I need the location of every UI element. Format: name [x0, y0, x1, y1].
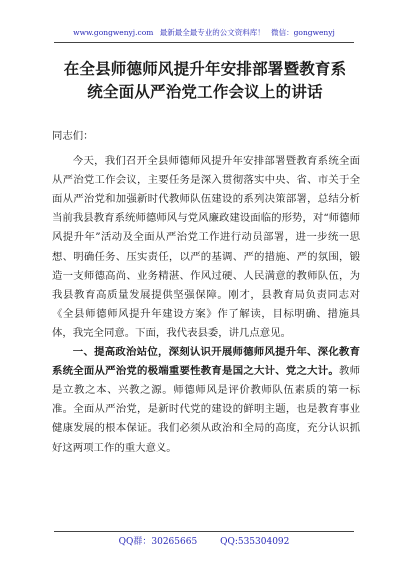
header-website[interactable]: www.gongwenyj.com — [73, 28, 154, 37]
document-title — [40, 58, 370, 104]
footer-divider — [54, 531, 354, 532]
paragraph-2: 教师是立教之本、兴教之源。师德师风是评价教师队伍素质的第一标准。全面从严治党，是新时代党的建设的鲜明主题，也是教育事业健康发展的根本保证。我们必须从政治和全局的高度，充分认识抓好这两项工作的重大意义。 — [52, 365, 361, 454]
footer-qq-group: QQ群：30265665 — [118, 537, 198, 547]
paragraph-1: 今天，我们召开全县师德师风提升年安排部署暨教育系统全面从严治党工作会议，主要任务是深入贯彻落实中央、省、市关于全面从严治党和加强新时代教师队伍建设的系列决策部署，总结分析当前我县教育系统师德师风与党风廉政建设面临的形势，对“师德师风提升年”活动及全面从严治党工作进行动员部署，进一步统一思想、明确任务、压实责任，以严的基调、严的措施、严的氛围，锻造一支师德高尚、业务精湛、作风过硬、人民满意的教师队伍，为我县教育高质量发展提供坚强保障。刚才，县教育局负责同志对《全县师德师风提升年建设方案》作了解读，目标明确、措施具体，我完全同意。下面，我代表县委，讲几点意见。 — [52, 155, 360, 339]
header-slogan: 最新最全最专业的公文资料库！ — [159, 28, 265, 37]
section-1-paragraph — [52, 343, 360, 458]
document-body — [52, 127, 360, 458]
title-line-2: 统全面从严治党工作会议上的讲话 — [87, 83, 323, 101]
page-footer — [0, 534, 408, 547]
title-line-1: 在全县师德师风提升年安排部署暨教育系 — [63, 60, 347, 78]
footer-qq: QQ:535304092 — [220, 537, 290, 547]
section-heading-1: 一、提高政治站位，深刻认识开展师德师风提升年、深化教育系统全面从严治党的极端重要性教育是国之大计、党之大计。 — [52, 346, 360, 378]
greeting: 同志们： — [52, 130, 94, 142]
page-header — [0, 0, 408, 38]
header-wechat: 微信：gongwenyj — [271, 28, 335, 37]
header-divider — [54, 42, 354, 43]
